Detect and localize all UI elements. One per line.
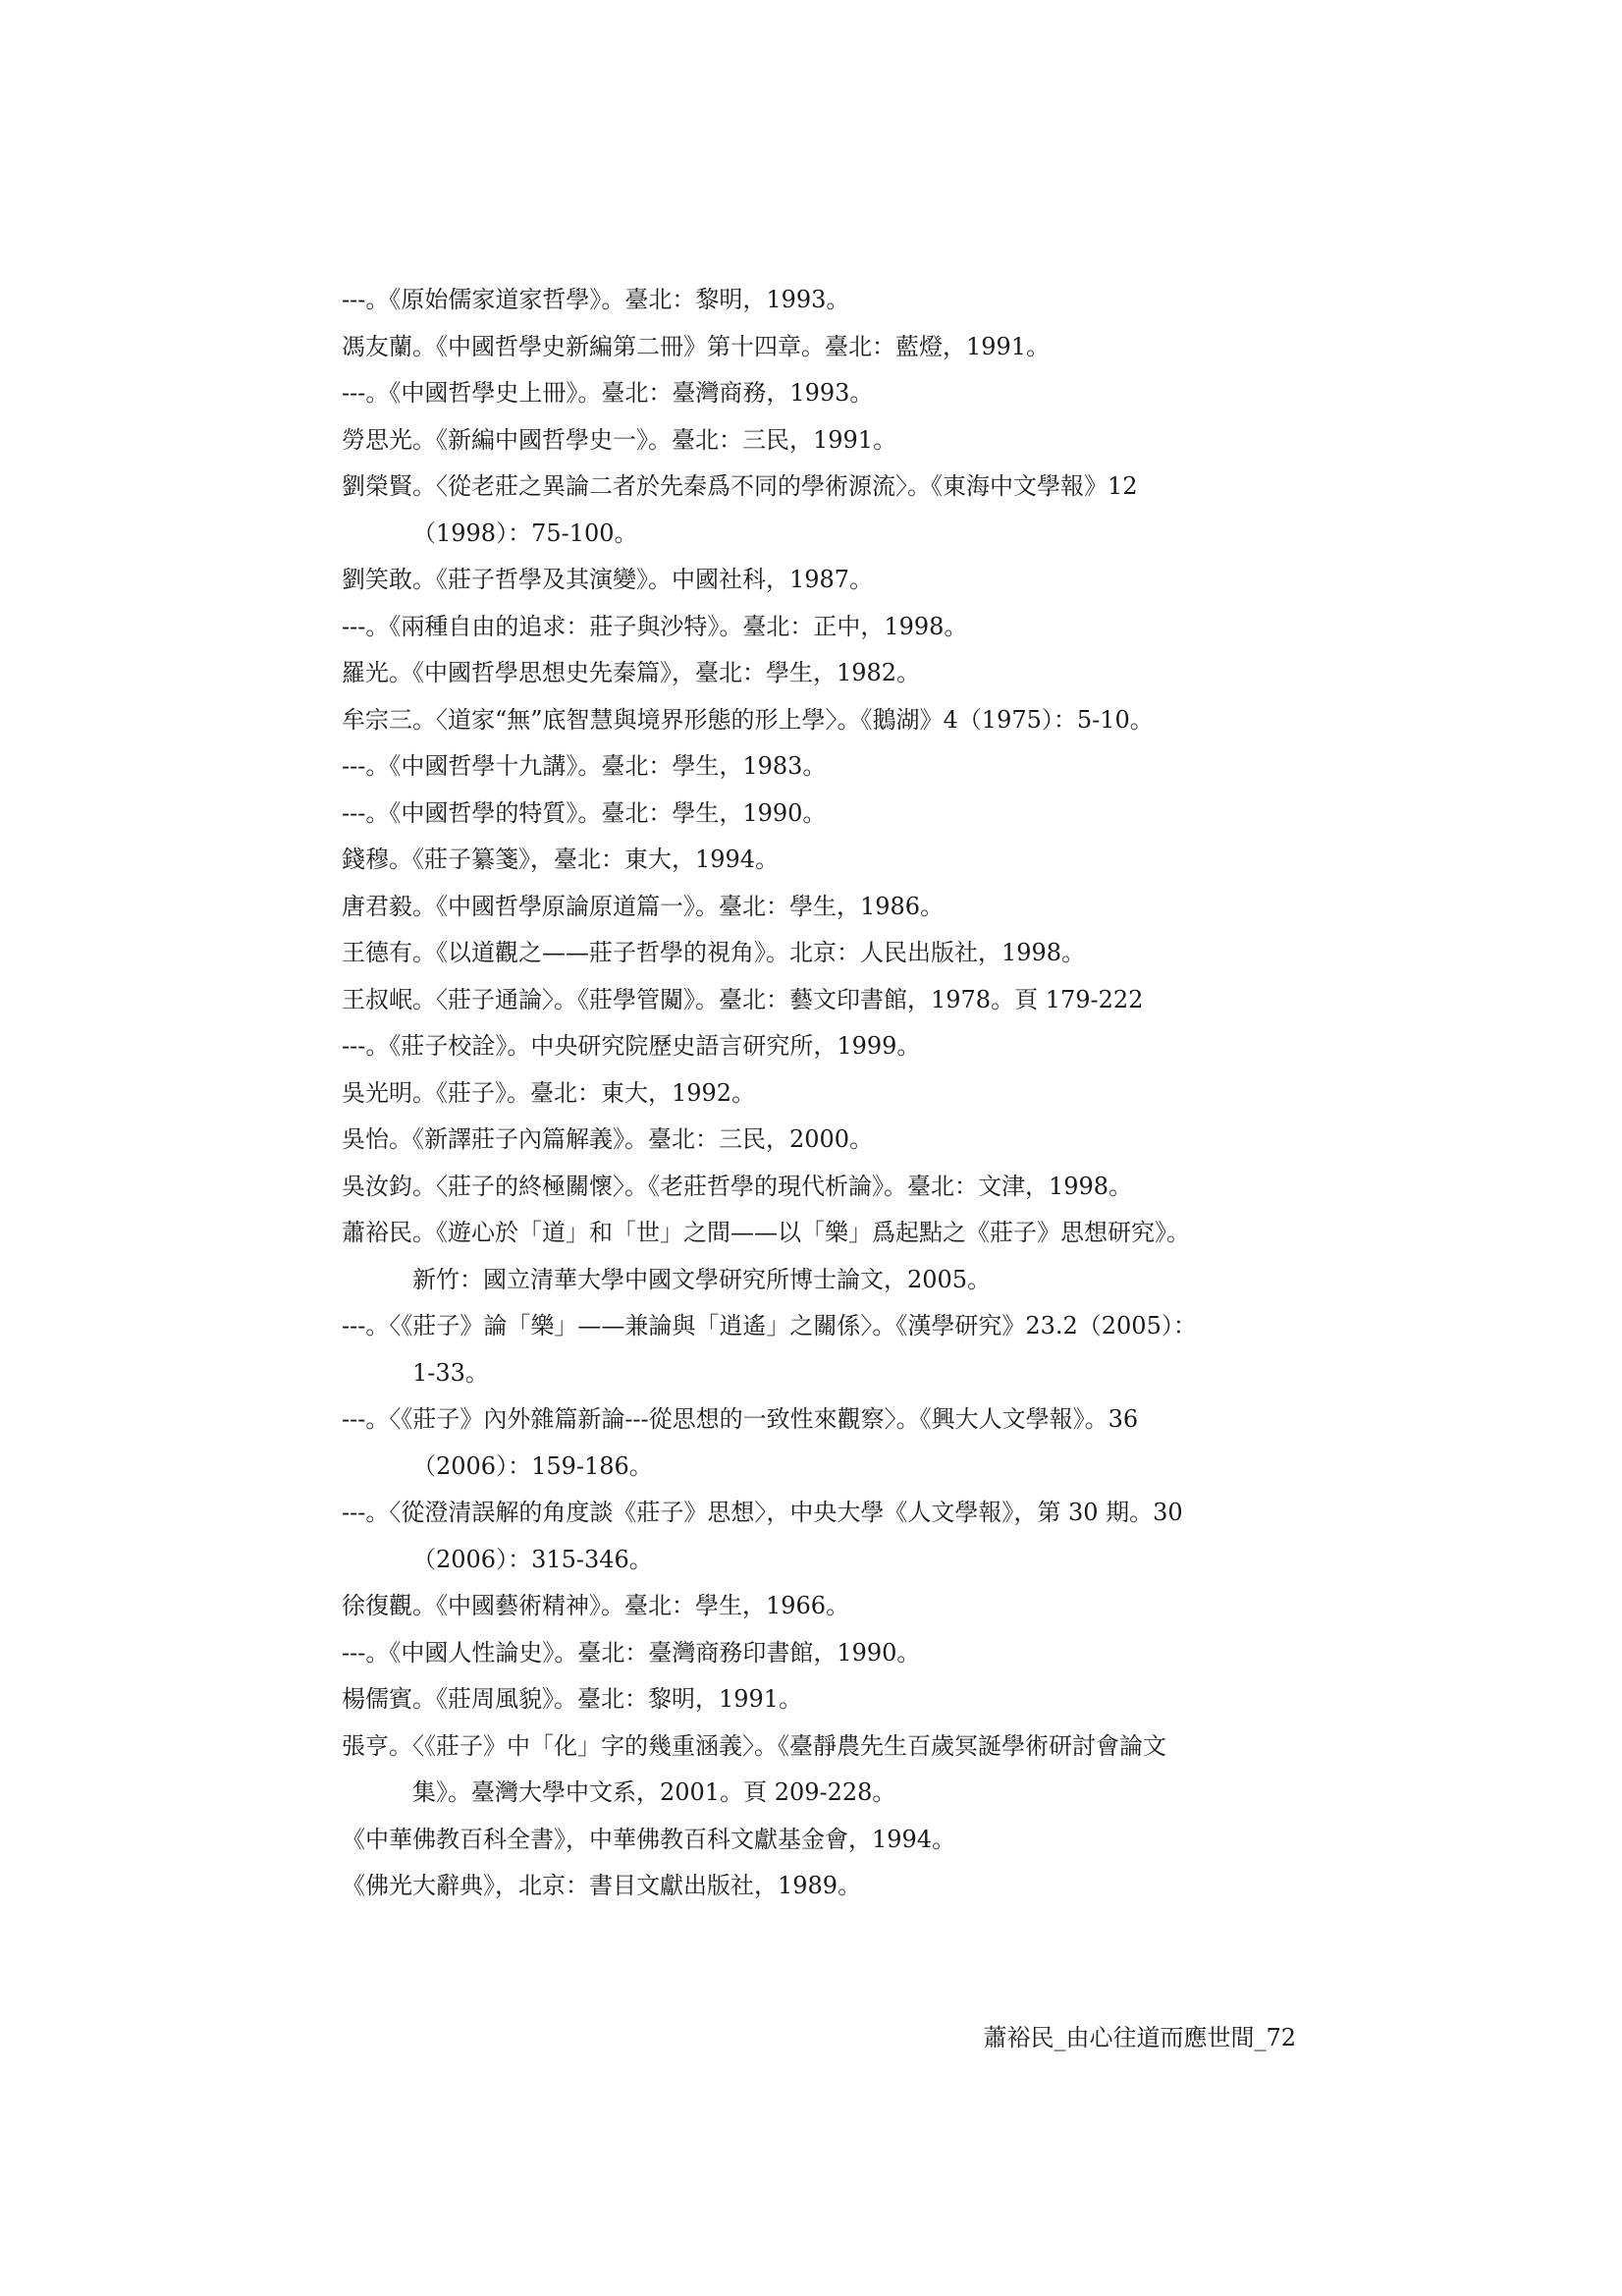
entry-first-line: 張亨。〈《莊子》中「化」字的幾重涵義〉。《臺靜農先生百歲冥誕學術研討會論文 [342,1731,1166,1760]
bibliography-list [342,277,1304,1910]
entry-first-line: 牟宗三。〈道家“無”底智慧與境界形態的形上學〉。《鵝湖》4（1975）：5-10。 [342,705,1154,734]
entry-first-line: ---。〈《莊子》論「樂」——兼論與「逍遙」之關係〉。《漢學研究》23.2（2005）： [342,1312,1197,1339]
entry-first-line: 羅光。《中國哲學思想史先秦篇》，臺北：學生，1982。 [342,659,921,686]
entry-first-line: ---。《兩種自由的追求：莊子與沙特》。臺北：正中，1998。 [342,612,968,640]
bibliography-entry [342,417,1304,465]
bibliography-entry [342,324,1304,371]
entry-first-line: 唐君毅。《中國哲學原論原道篇一》。臺北：學生，1986。 [342,892,945,920]
bibliography-entry [342,1676,1304,1723]
bibliography-entry [342,277,1304,324]
bibliography-entry [342,884,1304,931]
entry-first-line: 吳怡。《新譯莊子內篇解義》。臺北：三民，2000。 [342,1125,874,1153]
entry-first-line: 劉榮賢。〈從老莊之異論二者於先秦爲不同的學術源流〉。《東海中文學報》12 [342,472,1138,500]
entry-first-line: 王德有。《以道觀之——莊子哲學的視角》。北京：人民出版社，1998。 [342,939,1086,966]
entry-first-line: 劉笑敢。《莊子哲學及其演變》。中國社科，1987。 [342,566,874,593]
entry-continuation-line: 1-33。 [412,1358,489,1387]
entry-first-line: ---。《原始儒家道家哲學》。臺北：黎明，1993。 [342,286,850,313]
entry-first-line: 《佛光大辭典》，北京：書目文獻出版社，1989。 [342,1872,862,1899]
bibliography-entry [342,1583,1304,1630]
entry-continuation-line: 新竹：國立清華大學中國文學研究所博士論文，2005。 [412,1265,992,1293]
bibliography-entry [342,791,1304,838]
entry-first-line: ---。《莊子校詮》。中央研究院歷史語言研究所，1999。 [342,1032,921,1060]
bibliography-entry [342,1817,1304,1864]
entry-first-line: 楊儒賓。《莊周風貌》。臺北：黎明，1991。 [342,1685,803,1713]
bibliography-entry [342,697,1304,744]
bibliography-entry [342,1396,1304,1490]
entry-first-line: ---。《中國人性論史》。臺北：臺灣商務印書館，1990。 [342,1638,921,1667]
bibliography-entry [342,370,1304,417]
bibliography-entry [342,1023,1304,1070]
entry-first-line: 吳光明。《莊子》。臺北：東大，1992。 [342,1078,756,1107]
bibliography-entry [342,1863,1304,1910]
entry-first-line: 錢穆。《莊子纂箋》，臺北：東大，1994。 [342,846,780,873]
entry-first-line: 《中華佛教百科全書》，中華佛教百科文獻基金會，1994。 [342,1825,956,1853]
bibliography-entry [342,604,1304,651]
bibliography-entry [342,1070,1304,1118]
entry-first-line: ---。《中國哲學史上冊》。臺北：臺灣商務，1993。 [342,379,874,407]
entry-continuation-line: （2006）：315-346。 [412,1545,653,1573]
bibliography-entry [342,930,1304,977]
entry-continuation-line: （1998）：75-100。 [412,519,638,547]
page-footer: 蕭裕民_由心往道而應世間_72 [983,2024,1296,2051]
entry-first-line: 吳汝鈞。〈莊子的終極關懷〉。《老莊哲學的現代析論》。臺北：文津，1998。 [342,1172,1133,1200]
bibliography-entry [342,1723,1304,1817]
bibliography-entry [342,977,1304,1024]
bibliography-entry [342,1164,1304,1211]
entry-continuation-line: （2006）：159-186。 [412,1451,653,1480]
entry-first-line: 徐復觀。《中國藝術精神》。臺北：學生，1966。 [342,1592,850,1619]
entry-first-line: ---。〈從澄清誤解的角度談《莊子》思想〉，中央大學《人文學報》，第 30 期。30 [342,1499,1183,1526]
entry-first-line: ---。〈《莊子》內外雜篇新論---從思想的一致性來觀察〉。《興大人文學報》。36 [342,1405,1139,1433]
bibliography-entry [342,1117,1304,1164]
entry-first-line: ---。《中國哲學的特質》。臺北：學生，1990。 [342,798,827,827]
bibliography-entry [342,1303,1304,1396]
bibliography-entry [342,743,1304,791]
entry-first-line: 蕭裕民。《遊心於「道」和「世」之間——以「樂」爲起點之《莊子》思想研究》。 [342,1219,1190,1246]
bibliography-entry [342,837,1304,884]
entry-first-line: 王叔岷。〈莊子通論〉。《莊學管闚》。臺北：藝文印書館，1978。頁 179-222 [342,985,1144,1013]
bibliography-entry [342,1210,1304,1303]
bibliography-entry [342,650,1304,697]
entry-first-line: 馮友蘭。《中國哲學史新編第二冊》第十四章。臺北：藍燈，1991。 [342,332,1051,360]
entry-first-line: ---。《中國哲學十九講》。臺北：學生，1983。 [342,752,827,780]
bibliography-entry [342,1490,1304,1583]
bibliography-entry [342,557,1304,604]
entry-first-line: 勞思光。《新編中國哲學史一》。臺北：三民，1991。 [342,425,897,454]
entry-continuation-line: 集》。臺灣大學中文系，2001。頁 209-228。 [412,1778,896,1806]
bibliography-entry [342,464,1304,557]
bibliography-entry [342,1630,1304,1677]
